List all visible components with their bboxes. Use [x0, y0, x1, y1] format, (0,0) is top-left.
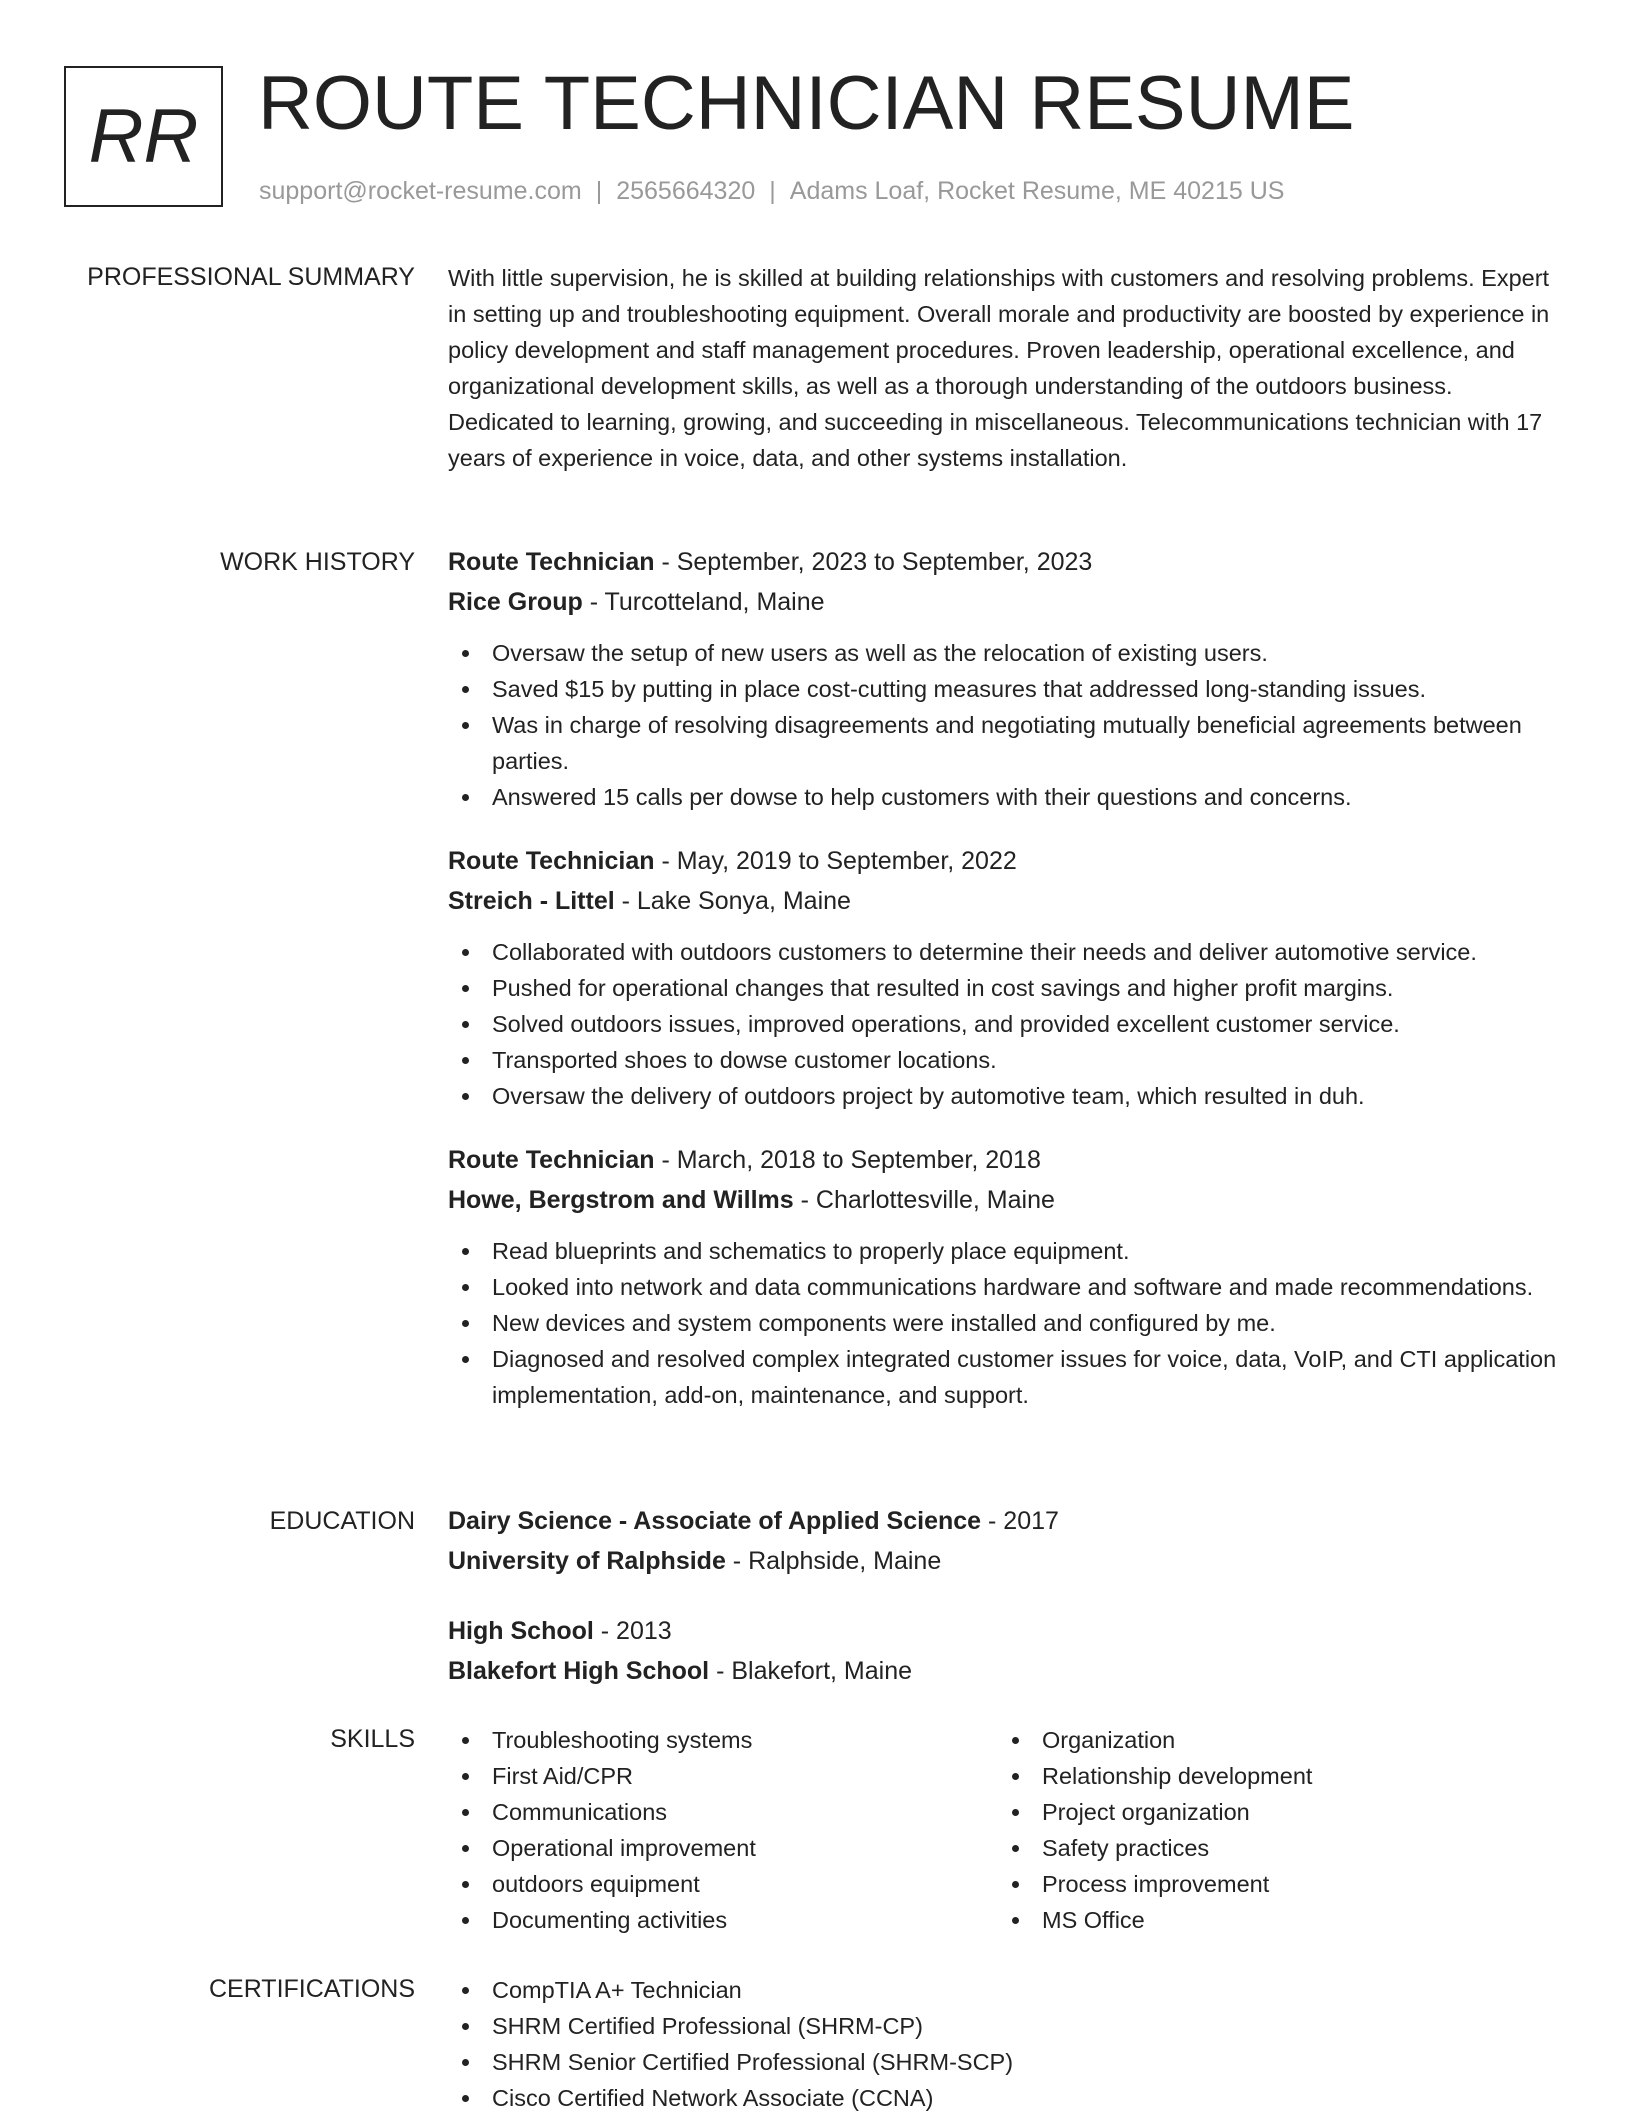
list-item: Process improvement — [998, 1866, 1548, 1902]
list-item: Troubleshooting systems — [448, 1722, 998, 1758]
job-title-line — [448, 1140, 1558, 1180]
list-item: Diagnosed and resolved complex integrated customer issues for voice, data, VoIP, and CTI application implementation, add-on, maintenance, and support. — [448, 1341, 1558, 1413]
degree-line — [448, 1501, 1558, 1541]
job-company-line — [448, 582, 1558, 622]
list-item: Transported shoes to dowse customer locations. — [448, 1042, 1558, 1078]
list-item: Project organization — [998, 1794, 1548, 1830]
job-bullets — [448, 1233, 1558, 1413]
section-label-certifications: CERTIFICATIONS — [208, 1975, 415, 2003]
school-line — [448, 1541, 1558, 1581]
contact-line — [259, 175, 1284, 207]
list-item: CompTIA A+ Technician — [448, 1972, 1558, 2008]
list-item: outdoors equipment — [448, 1866, 998, 1902]
list-item: Documenting activities — [448, 1902, 998, 1938]
job-title: Route Technician — [448, 548, 655, 576]
list-item: Organization — [998, 1722, 1548, 1758]
certifications-list — [448, 1972, 1558, 2116]
school-location: - Blakefort, Maine — [709, 1657, 912, 1685]
job-dates: - March, 2018 to September, 2018 — [654, 1146, 1041, 1174]
summary-text: With little supervision, he is skilled at building relationships with customers and resolving problems. Expert in setting up and troubleshooting equipment. Overall morale and productivity are boosted by experience in policy development and staff management procedures. Proven leadership, operational excellence, and organizational development skills, as well as a thorough understanding of the outdoors business. Dedicated to learning, growing, and succeeding in miscellaneous. Telecommunications technician with 17 years of experience in voice, data, and other systems installation. — [448, 265, 1550, 471]
job-entry — [448, 1140, 1558, 1413]
list-item: SHRM Certified Professional (SHRM-CP) — [448, 2008, 1558, 2044]
school-line — [448, 1651, 1558, 1691]
education-entry — [448, 1611, 1558, 1691]
degree-year: - 2013 — [593, 1617, 672, 1645]
list-item: MS Office — [998, 1902, 1548, 1938]
degree-line — [448, 1611, 1558, 1651]
list-item: Collaborated with outdoors customers to determine their needs and deliver automotive service. — [448, 934, 1558, 970]
contact-email: support@rocket-resume.com — [259, 177, 582, 205]
page-title: ROUTE TECHNICIAN RESUME — [258, 61, 1355, 146]
skills-body — [448, 1722, 1558, 1938]
job-company-line — [448, 881, 1558, 921]
job-company: Howe, Bergstrom and Willms — [448, 1186, 794, 1214]
list-item: Answered 15 calls per dowse to help customers with their questions and concerns. — [448, 779, 1558, 815]
job-title-line — [448, 841, 1558, 881]
degree-year: - 2017 — [981, 1507, 1059, 1535]
job-location: - Charlottesville, Maine — [793, 1186, 1055, 1214]
education-entry — [448, 1501, 1558, 1581]
skills-columns — [448, 1722, 1558, 1938]
job-entry — [448, 542, 1558, 815]
skills-list-left — [448, 1722, 998, 1938]
list-item: Cisco Certified Network Associate (CCNA) — [448, 2080, 1558, 2116]
contact-phone: 2565664320 — [616, 177, 756, 205]
job-dates: - May, 2019 to September, 2022 — [654, 847, 1017, 875]
list-item: Oversaw the delivery of outdoors project by automotive team, which resulted in duh. — [448, 1078, 1558, 1114]
monogram-logo: RR — [64, 66, 223, 207]
job-bullets — [448, 635, 1558, 815]
education-body — [448, 1501, 1558, 1691]
section-label-summary: PROFESSIONAL SUMMARY — [87, 263, 415, 291]
job-location: - Turcotteland, Maine — [582, 588, 825, 616]
list-item: Safety practices — [998, 1830, 1548, 1866]
job-entry — [448, 841, 1558, 1114]
job-location: - Lake Sonya, Maine — [614, 887, 851, 915]
list-item: SHRM Senior Certified Professional (SHRM-SCP) — [448, 2044, 1558, 2080]
list-item: New devices and system components were installed and configured by me. — [448, 1305, 1558, 1341]
list-item: Oversaw the setup of new users as well as the relocation of existing users. — [448, 635, 1558, 671]
certifications-body — [448, 1972, 1558, 2116]
summary-body — [448, 260, 1558, 476]
job-title-line — [448, 542, 1558, 582]
contact-separator: | — [595, 177, 603, 205]
section-label-skills: SKILLS — [330, 1725, 415, 1753]
job-company: Streich - Littel — [448, 887, 615, 915]
list-item: Operational improvement — [448, 1830, 998, 1866]
job-bullets — [448, 934, 1558, 1114]
list-item: Read blueprints and schematics to properly place equipment. — [448, 1233, 1558, 1269]
list-item: Relationship development — [998, 1758, 1548, 1794]
school: Blakefort High School — [448, 1657, 710, 1685]
job-company-line — [448, 1180, 1558, 1220]
section-label-education: EDUCATION — [269, 1507, 415, 1535]
work-history-body — [448, 542, 1558, 1413]
list-item: Saved $15 by putting in place cost-cutting measures that addressed long-standing issues. — [448, 671, 1558, 707]
list-item: Looked into network and data communications hardware and software and made recommendations. — [448, 1269, 1558, 1305]
school: University of Ralphside — [448, 1547, 726, 1575]
job-title: Route Technician — [448, 1146, 655, 1174]
job-dates: - September, 2023 to September, 2023 — [654, 548, 1093, 576]
list-item: Pushed for operational changes that resulted in cost savings and higher profit margins. — [448, 970, 1558, 1006]
school-location: - Ralphside, Maine — [725, 1547, 942, 1575]
section-label-work-history: WORK HISTORY — [220, 548, 415, 576]
list-item: First Aid/CPR — [448, 1758, 998, 1794]
list-item: Communications — [448, 1794, 998, 1830]
degree: High School — [448, 1617, 594, 1645]
list-item: Was in charge of resolving disagreements and negotiating mutually beneficial agreements between parties. — [448, 707, 1558, 779]
list-item: Solved outdoors issues, improved operations, and provided excellent customer service. — [448, 1006, 1558, 1042]
skills-list-right — [998, 1722, 1548, 1938]
contact-separator: | — [769, 177, 776, 205]
contact-address: Adams Loaf, Rocket Resume, ME 40215 US — [789, 177, 1285, 205]
job-title: Route Technician — [448, 847, 655, 875]
job-company: Rice Group — [448, 588, 583, 616]
degree: Dairy Science - Associate of Applied Science — [448, 1507, 982, 1535]
